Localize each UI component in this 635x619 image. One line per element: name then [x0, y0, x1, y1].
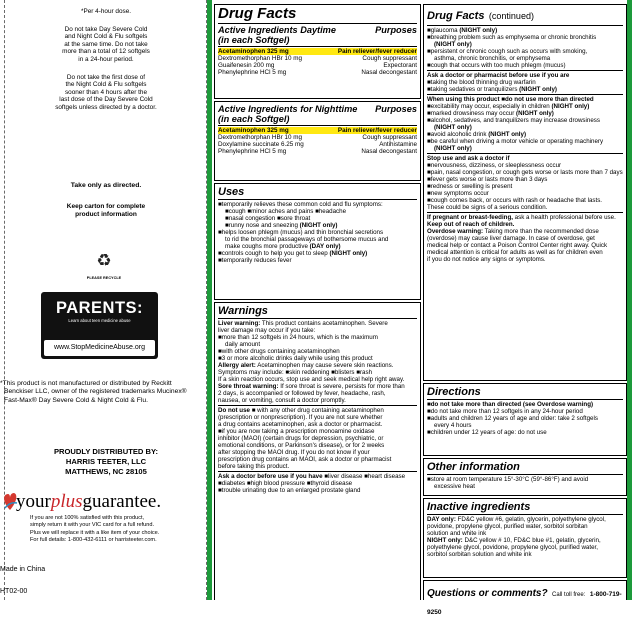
disclaimer-line: Benckiser LLC, owner of the registered trademarks Mucinex®: [4, 388, 187, 396]
warning-item: ■ persistent or chronic cough such as occurs with smoking,: [427, 48, 623, 55]
recycle-label: PLEASE RECYCLE: [86, 276, 122, 280]
uses-line: ■ cough ■ minor aches and pains ■ headache: [218, 208, 417, 215]
allergy-symptoms: Symptoms may include: ■ skin reddening ■ blisters ■ rash: [218, 369, 417, 376]
ask-pharmacist-item: ■ taking sedatives or tranquilizers (NIGHT only): [427, 86, 623, 93]
dose-line: *Per 4-hour dose.: [80, 8, 132, 15]
day-subhead-2: (in each Softgel): [218, 35, 290, 45]
warning-item: (NIGHT only): [434, 41, 472, 48]
guarantee-logo: [2, 488, 206, 514]
continued-title: Drug Facts: [427, 10, 485, 22]
drug-facts-title: Drug Facts: [218, 5, 297, 22]
uses-box: [214, 183, 421, 300]
liver-warning: Liver warning: This product contains acetaminophen. Severe: [218, 320, 388, 327]
ask-doctor-line: Ask a doctor before use if you have ■ liver disease ■ heart disease: [218, 473, 417, 480]
green-border-right: [627, 0, 632, 600]
keep-carton-line: product information: [75, 211, 137, 218]
guarantee-line: simply return it with your VIC card for a full refund.: [30, 522, 155, 529]
ask-doctor-line: ■ diabetes ■ high blood pressure ■ thyroid disease: [218, 480, 417, 487]
active-ingredients-day-box: [214, 4, 421, 99]
inactive-night: NIGHT only: D&C yellow # 10, FD&C blue #1, gelatin, glycerin,: [427, 537, 601, 544]
when-using-heading: When using this product ■ do not use more than directed: [427, 96, 623, 103]
ingredient-row: [218, 69, 417, 76]
guarantee-line: Plus we will replace it with a like item of your choice.: [30, 529, 160, 536]
inactive-line: solution and white ink: [427, 530, 487, 537]
ingredient-row: [218, 55, 417, 62]
trademark-disclaimer: [0, 380, 206, 405]
when-using-item: (NIGHT only): [434, 124, 472, 131]
dnu-line: inhibitor (MAOI) (certain drugs for depression, psychiatric, or: [218, 435, 384, 442]
dose-line: in a 24-hour period.: [78, 55, 134, 63]
ingredient-row: [218, 134, 417, 141]
uses-line: ■ temporarily relieves these common cold and flu symptoms:: [218, 201, 417, 208]
ingredient-name: Acetaminophen 325 mg: [218, 127, 289, 134]
guarantee-line: For full details: 1-800-432-6111 or harristeeter.com.: [30, 536, 157, 543]
allergy-alert: Allergy alert: Acetaminophen may cause severe skin reactions.: [218, 362, 394, 369]
product-code: HT02-00: [0, 588, 28, 595]
ask-pharmacist-heading: Ask a doctor or pharmacist before use if you are: [427, 72, 570, 79]
other-info-title: Other information: [427, 461, 520, 473]
keep-carton-line: Keep carton for complete: [66, 203, 146, 210]
questions-box: [423, 580, 627, 616]
ingredient-purpose: Nasal decongestant: [361, 148, 417, 156]
liver-item: ■ more than 12 softgels in 24 hours, which is the maximum: [218, 334, 417, 341]
allergy-line: If a skin reaction occurs, stop use and seek medical help right away.: [218, 376, 405, 383]
ingredient-row: [218, 48, 417, 55]
directions-title: Directions: [427, 386, 481, 398]
liver-warning-2: liver damage may occur if you take:: [218, 327, 316, 334]
keep-carton-note: [6, 203, 206, 219]
dose-line: Do not take the first dose of: [66, 73, 146, 81]
ingredient-purpose: Pain reliever/fever reducer: [337, 127, 417, 134]
ingredient-name: Dextromethorphan HBr 10 mg: [218, 134, 302, 142]
ingredient-purpose: Antihistamine: [379, 141, 417, 149]
dose-line: more than a total of 12 softgels: [62, 48, 150, 56]
when-using-item: (NIGHT only): [434, 145, 472, 152]
sore-throat-warning: Sore throat warning: If sore throat is severe, persists for more than: [218, 383, 405, 390]
other-info-item: excessive heat: [434, 483, 475, 490]
direction-item: ■ children under 12 years of age: do not use: [427, 429, 623, 436]
when-using-item: ■ excitability may occur, especially in children (NIGHT only): [427, 103, 623, 110]
uses-line: ■ helps loosen phlegm (mucus) and thin bronchial secretions: [218, 229, 417, 236]
do-not-use: Do not use ■ with any other drug containing acetaminophen: [218, 407, 417, 414]
day-subhead-row: [218, 25, 417, 35]
direction-item: ■ do not take more than 12 softgels in any 24-hour period: [427, 408, 623, 415]
ingredient-name: Guaifenesin 200 mg: [218, 62, 275, 70]
day-subhead: Active Ingredients Daytime: [218, 25, 336, 35]
overdose-line: medical help or contact a Poison Control Center right away. Quick: [427, 242, 608, 249]
questions-label: Questions or comments?: [427, 588, 548, 599]
stop-use-item: ■ fever gets worse or lasts more than 3 days: [427, 176, 623, 183]
take-only-directed: Take only as directed.: [70, 182, 142, 189]
inactive-line: polyethylene glycol, povidone, propylene glycol, purified water,: [427, 544, 598, 551]
dose-line: sooner than 4 hours after the: [64, 88, 148, 96]
uses-line: ■ runny nose and sneezing (NIGHT only): [218, 222, 417, 229]
night-subhead: Active Ingredients for Nighttime: [218, 104, 358, 114]
purposes-label: Purposes: [375, 104, 417, 114]
distributor-line: PROUDLY DISTRIBUTED BY:: [53, 447, 159, 456]
ingredient-name: Acetaminophen 325 mg: [218, 48, 289, 55]
dnu-line: before taking this product.: [218, 463, 290, 470]
distributor-line: HARRIS TEETER, LLC: [65, 457, 147, 466]
uses-line: ■ temporarily reduces fever: [218, 257, 417, 264]
recycle-icon: ♻: [96, 251, 112, 270]
ingredient-name: Dextromethorphan HBr 10 mg: [218, 55, 302, 63]
dose-line: last dose of the Day Severe Cold: [59, 96, 153, 104]
stop-use-item: ■ redness or swelling is present: [427, 183, 623, 190]
dnu-line: ■ if you are now taking a prescription monoamine oxidase: [218, 428, 417, 435]
direction-item: ■ adults and children 12 years of age and older: take 2 softgels: [427, 415, 623, 422]
keep-out-reach: Keep out of reach of children.: [427, 221, 515, 228]
dose-line: softgels unless directed by a doctor.: [55, 103, 157, 111]
stop-use-item: ■ nervousness, dizziness, or sleeplessness occur: [427, 162, 623, 169]
ask-doctor-line: ■ trouble urinating due to an enlarged prostate gland: [218, 487, 417, 494]
inactive-ingredients-box: [423, 498, 627, 578]
overdose-line: if you do not notice any signs or symptoms.: [427, 256, 546, 263]
direction-item: every 4 hours: [434, 422, 472, 429]
uses-line: to rid the bronchial passageways of bothersome mucus and: [225, 236, 389, 243]
continued-title-row: [427, 6, 623, 24]
parents-subtitle: Learn about teen medicine abuse: [68, 318, 131, 323]
ingredient-name: Phenylephrine HCl 5 mg: [218, 148, 287, 156]
throat-line: nausea, or vomiting, consult a doctor promptly.: [218, 397, 346, 404]
warnings-box: [214, 302, 421, 600]
dnu-line: a drug contains acetaminophen, ask a doctor or pharmacist.: [218, 421, 383, 428]
stop-use-item: ■ cough comes back, or occurs with rash or headache that lasts.: [427, 197, 623, 204]
warning-item: asthma, chronic bronchitis, or emphysema: [434, 55, 551, 62]
other-info-item: ■ store at room temperature 15°-30°C (59°-86°F) and avoid: [427, 476, 623, 483]
ingredient-row: [218, 127, 417, 134]
liver-item: ■ with other drugs containing acetaminophen: [218, 348, 417, 355]
dnu-line: prescription drug contains an MAOI, ask a doctor or pharmacist: [218, 456, 392, 463]
pregnancy-line: If pregnant or breast-feeding, ask a health professional before use.: [427, 214, 616, 221]
ask-pharmacist-item: ■ taking the blood thinning drug warfarin: [427, 79, 623, 86]
dose-line: and Night Cold & Flu softgels: [64, 33, 148, 41]
guarantee-details: [30, 515, 206, 544]
stop-use-item: ■ pain, nasal congestion, or cough gets worse or lasts more than 7 days: [427, 169, 623, 176]
when-using-item: ■ alcohol, sedatives, and tranquilizers may increase drowsiness: [427, 117, 623, 124]
overdose-line: (overdose) may cause liver damage. In case of overdose, get: [427, 235, 595, 242]
stop-use-heading: Stop use and ask a doctor if: [427, 155, 510, 162]
parents-url[interactable]: www.StopMedicineAbuse.org: [44, 340, 155, 356]
call-toll-free-label: Call toll free:: [552, 592, 586, 598]
dose-note-block: [6, 8, 206, 112]
when-using-item: ■ be careful when driving a motor vehicle or operating machinery: [427, 138, 623, 145]
ingredient-name: Phenylephrine HCl 5 mg: [218, 69, 287, 77]
warning-item: ■ glaucoma (NIGHT only): [427, 27, 623, 34]
liver-item: daily amount: [225, 341, 261, 348]
ingredient-row: [218, 141, 417, 148]
ingredient-purpose: Nasal decongestant: [361, 69, 417, 77]
direction-item: ■ do not take more than directed (see Overdose warning): [427, 401, 623, 408]
dnu-line: (prescription or nonprescription). If you are not sure whether: [218, 414, 383, 421]
inactive-line: sorbitol sorbitan solution and white ink: [427, 551, 532, 558]
inactive-day: DAY only: FD&C yellow #6, gelatin, glycerin, polyethylene glycol,: [427, 516, 606, 523]
guarantee-your: your: [16, 491, 51, 512]
made-in-label: Made in China: [0, 566, 46, 573]
dose-line: the Night Cold & Flu softgels: [65, 81, 147, 89]
dose-line: at the same time. Do not take: [64, 40, 148, 48]
phone-number[interactable]: 1-800-719-9250: [427, 591, 622, 616]
uses-title: Uses: [218, 186, 245, 198]
liver-item: ■ 3 or more alcoholic drinks daily while using this product: [218, 355, 417, 362]
ingredient-row: [218, 62, 417, 69]
ingredient-purpose: Cough suppressant: [362, 134, 417, 142]
uses-line: ■ controls cough to help you get to sleep (NIGHT only): [218, 250, 417, 257]
guarantee-rest: guarantee.: [82, 491, 162, 512]
overdose-line: medical attention is critical for adults as well as for children even: [427, 249, 603, 256]
guarantee-wordmark: [16, 492, 161, 512]
active-ingredients-night-box: [214, 101, 421, 181]
dnu-line: emotional conditions, or Parkinson's disease), or for 2 weeks: [218, 442, 385, 449]
directions-box: [423, 383, 627, 456]
distributor-line: MATTHEWS, NC 28105: [65, 467, 147, 476]
disclaimer-line: Fast-Max® Day Severe Cold & Night Cold & Flu.: [4, 396, 148, 404]
disclaimer-line: *This product is not manufactured or distributed by Reckitt: [0, 380, 172, 387]
inactive-line: povidone, propylene glycol, purified water, sorbitol sorbitan: [427, 523, 588, 530]
stop-use-item: ■ new symptoms occur: [427, 190, 623, 197]
when-using-item: ■ marked drowsiness may occur (NIGHT only): [427, 110, 623, 117]
other-information-box: [423, 458, 627, 496]
warnings-title: Warnings: [218, 305, 268, 317]
stop-use-end: These could be signs of a serious condition.: [427, 204, 548, 211]
ingredient-row: [218, 148, 417, 155]
distributor-block: [6, 447, 206, 477]
parents-title: PARENTS:: [55, 299, 144, 317]
when-using-item: ■ avoid alcoholic drink (NIGHT only): [427, 131, 623, 138]
night-subhead-2: (in each Softgel): [218, 114, 290, 124]
throat-line: 2 days, is accompanied or followed by fever, headache, rash,: [218, 390, 386, 397]
night-subhead-row: [218, 104, 417, 114]
guarantee-line: If you are not 100% satisfied with this product,: [30, 515, 145, 521]
ingredient-purpose: Expectorant: [383, 62, 417, 70]
uses-line: ■ nasal congestion ■ sore throat: [218, 215, 417, 222]
purposes-label: Purposes: [375, 25, 417, 35]
ingredient-purpose: Pain reliever/fever reducer: [337, 48, 417, 55]
warning-item: ■ breathing problem such as emphysema or chronic bronchitis: [427, 34, 623, 41]
overdose-warning: Overdose warning: Taking more than the recommended dose: [427, 228, 599, 235]
guarantee-plus: plus: [50, 491, 83, 512]
dnu-line: after stopping the MAOI drug. If you do not know if your: [218, 449, 370, 456]
uses-line: make coughs more productive (DAY only): [225, 243, 341, 250]
dose-line: Do not take Day Severe Cold: [64, 25, 148, 33]
drug-facts-continued-box: [423, 4, 627, 381]
warning-item: ■ cough that occurs with too much phlegm (mucus): [427, 62, 623, 69]
continued-label: (continued): [488, 11, 534, 21]
parents-badge: [41, 292, 158, 359]
ingredient-name: Doxylamine succinate 6.25 mg: [218, 141, 304, 149]
green-border-left: [207, 0, 212, 600]
inactive-title: Inactive ingredients: [427, 501, 531, 513]
ingredient-purpose: Cough suppressant: [362, 55, 417, 63]
